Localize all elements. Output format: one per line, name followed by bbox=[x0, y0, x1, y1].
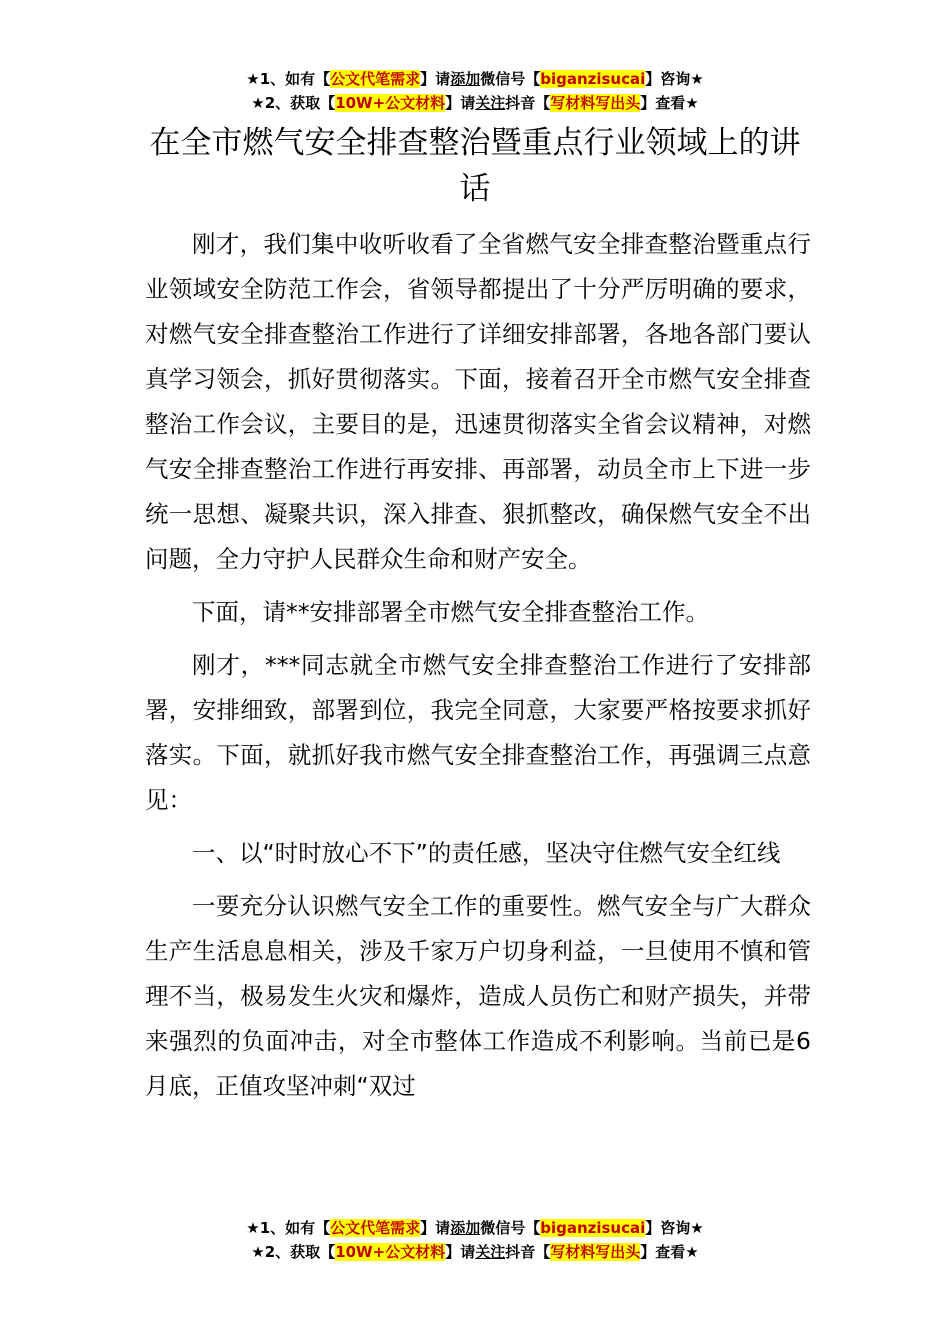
promo-underlined: 关注 bbox=[475, 1243, 506, 1261]
promo-text: 微信号【 bbox=[480, 70, 541, 88]
document-title: 在全市燃气安全排查整治暨重点行业领域上的讲话 bbox=[149, 125, 801, 207]
paragraph: 刚才，***同志就全市燃气安全排查整治工作进行了安排部署，安排细致，部署到位，我完全同意，大家要严格按要求抓好落实。下面，就抓好我市燃气安全排查整治工作，再强调三点意见： bbox=[145, 651, 811, 814]
promo-text: 】请 bbox=[420, 1219, 451, 1237]
promo-text: 】请 bbox=[445, 1243, 476, 1261]
promo-text: 】查看★ bbox=[640, 1243, 699, 1261]
promo-text: 】请 bbox=[420, 70, 451, 88]
promo-highlight: 公文代笔需求 bbox=[330, 1219, 421, 1237]
promo-highlight: biganzisucai bbox=[540, 70, 646, 88]
promo-text: 】咨询★ bbox=[645, 70, 704, 88]
promo-text: 微信号【 bbox=[480, 1219, 541, 1237]
promo-underlined: 关注 bbox=[475, 94, 506, 112]
promo-text: ★1、如有【 bbox=[246, 1219, 331, 1237]
promo-highlight: 写材料写出头 bbox=[550, 94, 641, 112]
promo-underlined: 添加 bbox=[450, 70, 481, 88]
promo-banner-bottom bbox=[0, 1216, 950, 1264]
promo-line-2 bbox=[0, 91, 950, 115]
promo-highlight: 写材料写出头 bbox=[550, 1243, 641, 1261]
paragraph: 下面，请**安排部署全市燃气安全排查整治工作。 bbox=[192, 598, 709, 626]
promo-text: 抖音【 bbox=[505, 1243, 551, 1261]
promo-text: 】查看★ bbox=[640, 94, 699, 112]
promo-text: 抖音【 bbox=[505, 94, 551, 112]
promo-text: 】咨询★ bbox=[645, 1219, 704, 1237]
paragraph: 一要充分认识燃气安全工作的重要性。燃气安全与广大群众生产生活息息相关，涉及千家万户切身利益，一旦使用不慎和管理不当，极易发生火灾和爆炸，造成人员伤亡和财产损失，并带来强烈的负面冲击，对全市整体工作造成不利影响。当前已是6月底，正值攻坚冲刺“双过 bbox=[145, 892, 811, 1100]
promo-line-1 bbox=[0, 67, 950, 91]
paragraph: 刚才，我们集中收听收看了全省燃气安全排查整治暨重点行业领域安全防范工作会，省领导都提出了十分严厉明确的要求，对燃气安全排查整治工作进行了详细安排部署，各地各部门要认真学习领会，抓好贯彻落实。下面，接着召开全市燃气安全排查整治工作会议，主要目的是，迅速贯彻落实全省会议精神，对燃气安全排查整治工作进行再安排、再部署，动员全市上下进一步统一思想、凝聚共识，深入排查、狠抓整改，确保燃气安全不出问题，全力守护人民群众生命和财产安全。 bbox=[145, 230, 811, 573]
promo-text: ★2、获取【 bbox=[251, 1243, 336, 1261]
promo-highlight: 10W+公文材料 bbox=[335, 1243, 446, 1261]
promo-text: 】请 bbox=[445, 94, 476, 112]
promo-highlight: 10W+公文材料 bbox=[335, 94, 446, 112]
promo-highlight: 公文代笔需求 bbox=[330, 70, 421, 88]
promo-line-1 bbox=[0, 1216, 950, 1240]
promo-highlight: biganzisucai bbox=[540, 1219, 646, 1237]
promo-line-2 bbox=[0, 1240, 950, 1264]
promo-underlined: 添加 bbox=[450, 1219, 481, 1237]
promo-banner-top bbox=[0, 67, 950, 115]
promo-text: ★1、如有【 bbox=[246, 70, 331, 88]
promo-text: ★2、获取【 bbox=[251, 94, 336, 112]
document-body bbox=[145, 222, 811, 1117]
section-heading: 一、以“时时放心不下”的责任感，坚决守住燃气安全红线 bbox=[192, 839, 781, 867]
